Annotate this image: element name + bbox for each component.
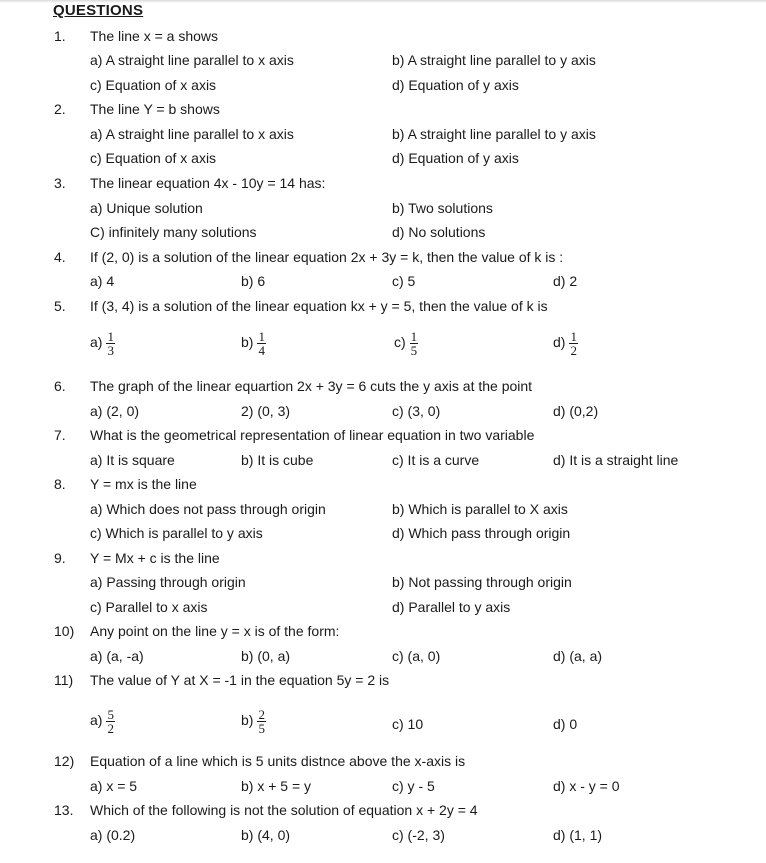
denominator: 5 — [258, 721, 265, 736]
options-row — [0, 77, 766, 97]
question-number: 8. — [54, 476, 66, 492]
option-d: d) 0 — [553, 716, 578, 732]
options-row — [0, 574, 766, 594]
numerator: 5 — [107, 707, 114, 722]
option-a: a) x = 5 — [90, 778, 138, 794]
option-label: c) — [394, 334, 406, 351]
option-d — [553, 330, 578, 357]
option-c: c) (-2, 3) — [392, 827, 445, 843]
options-row — [0, 126, 766, 146]
option-c: c) 5 — [392, 273, 416, 289]
numerator: 1 — [107, 329, 114, 344]
option-a: a) (a, -a) — [90, 648, 144, 664]
question-text: The line x = a shows — [90, 28, 219, 44]
option-b — [241, 330, 266, 357]
options-row — [0, 525, 766, 545]
question-text: Any point on the line y = x is of the form: — [90, 623, 340, 639]
numerator: 1 — [410, 329, 418, 344]
options-row — [0, 330, 766, 362]
option-b — [241, 708, 266, 735]
question-text: The line Y = b shows — [90, 101, 220, 117]
question-1 — [0, 28, 766, 48]
option-d: d) (0,2) — [553, 403, 599, 419]
fraction — [410, 330, 419, 357]
option-a: a) Passing through origin — [90, 574, 246, 590]
question-text: What is the geometrical representation of linear equation in two variable — [90, 427, 535, 443]
options-row — [0, 52, 766, 72]
options-row — [0, 452, 766, 472]
options-row — [0, 501, 766, 521]
fraction — [257, 330, 266, 357]
question-text: The graph of the linear equartion 2x + 3y = 6 cuts the y axis at the point — [90, 378, 533, 394]
question-number: 9. — [54, 550, 66, 566]
option-b: b) Two solutions — [392, 200, 493, 216]
option-d: d) Equation of y axis — [392, 150, 519, 166]
option-d: d) Equation of y axis — [392, 77, 519, 93]
options-row — [0, 648, 766, 668]
question-number: 2. — [54, 101, 66, 117]
question-text: The value of Y at X = -1 in the equation 5y = 2 is — [90, 672, 390, 688]
question-text: The linear equation 4x - 10y = 14 has: — [90, 175, 326, 191]
option-a: a) It is square — [90, 452, 175, 468]
question-2 — [0, 101, 766, 121]
question-8 — [0, 476, 766, 496]
options-row — [0, 708, 766, 740]
option-a: a) (2, 0) — [90, 403, 140, 419]
option-label: a) — [90, 712, 103, 729]
option-label: d) — [553, 334, 566, 351]
denominator: 5 — [410, 343, 418, 358]
option-d: d) Which pass through origin — [392, 525, 571, 541]
question-text: If (3, 4) is a solution of the linear equation kx + y = 5, then the value of k is — [90, 298, 548, 314]
option-a — [90, 330, 115, 357]
option-a: a) Unique solution — [90, 200, 203, 216]
fraction — [569, 330, 578, 357]
options-row — [0, 224, 766, 244]
question-number: 1. — [54, 28, 66, 44]
fraction — [257, 708, 266, 735]
fraction — [106, 330, 115, 357]
option-c: c) Which is parallel to y axis — [90, 525, 263, 541]
question-number: 12) — [54, 753, 75, 769]
option-label: b) — [241, 712, 254, 729]
options-row — [0, 403, 766, 423]
option-b: b) x + 5 = y — [241, 778, 312, 794]
options-row — [0, 778, 766, 798]
option-c: c) Equation of x axis — [90, 77, 217, 93]
option-b: b) 6 — [241, 273, 266, 289]
option-b: b) (0, a) — [241, 648, 291, 664]
question-11 — [0, 672, 766, 692]
option-a: a) Which does not pass through origin — [90, 501, 326, 517]
option-b: b) Not passing through origin — [392, 574, 572, 590]
question-text: Equation of a line which is 5 units distnce above the x-axis is — [90, 753, 466, 769]
option-c: c) Parallel to x axis — [90, 599, 208, 615]
question-12 — [0, 753, 766, 773]
question-number: 4. — [54, 249, 66, 265]
question-text: Which of the following is not the solution of equation x + 2y = 4 — [90, 802, 478, 818]
question-text: Y = mx is the line — [90, 476, 197, 492]
denominator: 3 — [107, 343, 114, 358]
page-heading: QUESTIONS — [53, 2, 144, 19]
option-b: b) A straight line parallel to y axis — [392, 52, 596, 68]
options-row — [0, 599, 766, 619]
fraction — [106, 708, 115, 735]
question-number: 3. — [54, 175, 66, 191]
option-c: c) y - 5 — [392, 778, 435, 794]
question-number: 6. — [54, 378, 66, 394]
question-number: 7. — [54, 427, 66, 443]
question-5 — [0, 298, 766, 318]
option-d: d) It is a straight line — [553, 452, 679, 468]
denominator: 4 — [258, 343, 265, 358]
question-6 — [0, 378, 766, 398]
option-d: d) (a, a) — [553, 648, 603, 664]
question-3 — [0, 175, 766, 195]
question-7 — [0, 427, 766, 447]
question-4 — [0, 249, 766, 269]
option-label: b) — [241, 334, 254, 351]
option-a: a) 4 — [90, 273, 115, 289]
question-number: 11) — [54, 672, 74, 688]
question-number: 5. — [54, 298, 66, 314]
option-a: a) A straight line parallel to x axis — [90, 52, 294, 68]
option-b: b) (4, 0) — [241, 827, 291, 843]
options-row — [0, 827, 766, 847]
question-text: Y = Mx + c is the line — [90, 550, 220, 566]
question-10 — [0, 623, 766, 643]
option-d: d) (1, 1) — [553, 827, 603, 843]
option-c: c) 10 — [392, 716, 424, 732]
option-b: b) Which is parallel to X axis — [392, 501, 568, 517]
denominator: 2 — [570, 343, 577, 358]
numerator: 1 — [570, 329, 577, 344]
option-d: d) No solutions — [392, 224, 486, 240]
option-c: c) (3, 0) — [392, 403, 441, 419]
option-b: b) It is cube — [241, 452, 314, 468]
option-d: d) 2 — [553, 273, 578, 289]
numerator: 2 — [258, 707, 265, 722]
question-13 — [0, 802, 766, 822]
options-row — [0, 273, 766, 293]
question-number: 13. — [54, 802, 74, 818]
option-a: a) A straight line parallel to x axis — [90, 126, 294, 142]
options-row — [0, 150, 766, 170]
option-b: 2) (0, 3) — [241, 403, 291, 419]
option-c — [394, 330, 418, 357]
option-a: a) (0.2) — [90, 827, 136, 843]
option-c: c) It is a curve — [392, 452, 480, 468]
option-a — [90, 708, 115, 735]
question-number: 10) — [54, 623, 75, 639]
option-c: C) infinitely many solutions — [90, 224, 257, 240]
options-row — [0, 200, 766, 220]
question-9 — [0, 550, 766, 570]
option-c: c) (a, 0) — [392, 648, 441, 664]
option-d: d) x - y = 0 — [553, 778, 620, 794]
question-text: If (2, 0) is a solution of the linear equation 2x + 3y = k, then the value of k is : — [90, 249, 564, 265]
option-c: c) Equation of x axis — [90, 150, 217, 166]
option-label: a) — [90, 334, 103, 351]
numerator: 1 — [258, 329, 265, 344]
denominator: 2 — [107, 721, 114, 736]
option-b: b) A straight line parallel to y axis — [392, 126, 596, 142]
option-d: d) Parallel to y axis — [392, 599, 511, 615]
